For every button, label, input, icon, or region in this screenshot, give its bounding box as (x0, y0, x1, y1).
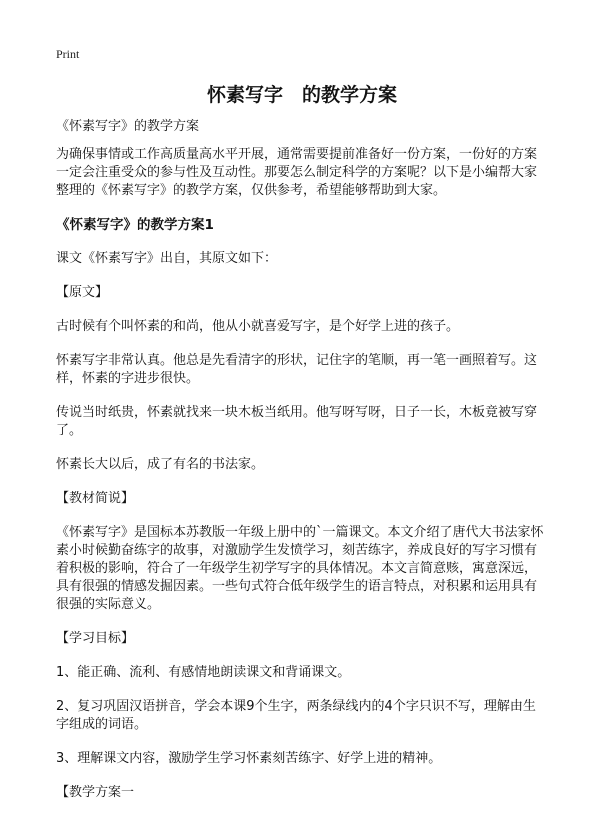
section-label-original: 【原文】 (56, 285, 109, 300)
doc-subtitle: 《怀素写字》的教学方案 (56, 119, 200, 134)
intro-paragraph: 为确保事情或工作高质量高水平开展，通常需要提前准备好一份方案，一份好的方案一定会注重受众的参与性及互动性。那要怎么制定科学的方案呢？以下是小编帮大家整理的《怀素写字》的教学方案，仅供参考，希望能够帮助到大家。 (56, 147, 538, 198)
goal-item-2: 2、复习巩固汉语拼音，学会本课9个生字，两条绿线内的4个字只识不写，理解由生字组成的词语。 (56, 699, 536, 732)
print-link[interactable]: Print (56, 47, 80, 61)
page-title: 怀素写字 的教学方案 (206, 84, 397, 106)
section-label-plan: 【教学方案一 (56, 785, 135, 800)
goal-item-1: 1、能正确、流利、有感情地朗读课文和背诵课文。 (56, 665, 351, 680)
original-paragraph-1: 古时候有个叫怀素的和尚，他从小就喜爱写字，是个好学上进的孩子。 (56, 319, 460, 334)
original-paragraph-3: 传说当时纸贵，怀素就找来一块木板当纸用。他写呀写呀，日子一长，木板竟被写穿了。 (56, 405, 538, 438)
section-label-textbook: 【教材简说】 (56, 491, 135, 506)
original-paragraph-4: 怀素长大以后，成了有名的书法家。 (56, 457, 265, 472)
section-label-goals: 【学习目标】 (56, 631, 135, 646)
goal-item-3: 3、理解课文内容，激励学生学习怀素刻苦练字、好学上进的精神。 (56, 751, 442, 766)
textbook-paragraph: 《怀素写字》是国标本苏教版一年级上册中的`一篇课文。本文介绍了唐代大书法家怀素小时候勤奋练字的故事，对激励学生发愤学习，刻苦练字，养成良好的写字习惯有着积极的影响，符合了一年级学生初学写字的具体情况。本文言简意赅，寓意深远，具有很强的情感发掘因素。一些句式符合低年级学生的语言特点，对积累和运用具有很强的实际意义。 (56, 525, 544, 612)
original-paragraph-2: 怀素写字非常认真。他总是先看清字的形状，记住字的笔顺，再一笔一画照着写。这样，怀素的字进步很快。 (56, 353, 538, 386)
source-line: 课文《怀素写字》出自，其原文如下： (56, 251, 278, 266)
section-heading-plan-1: 《怀素写字》的教学方案1 (56, 217, 214, 233)
